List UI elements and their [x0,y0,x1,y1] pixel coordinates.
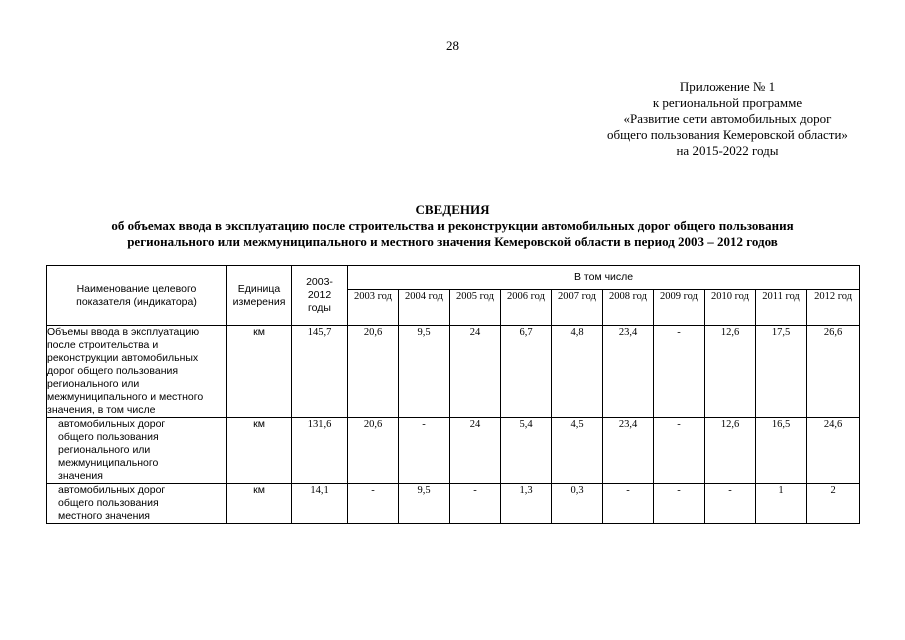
header-year: 2003 год [348,290,399,326]
value-cell: 6,7 [501,326,552,418]
data-table [46,265,860,524]
value-cell: 9,5 [399,484,450,524]
header-total: 2003-2012 годы [292,266,348,326]
value-cell: 26,6 [807,326,860,418]
total-cell: 131,6 [292,418,348,484]
appendix-line: Приложение № 1 [679,79,776,94]
value-cell: 24 [450,418,501,484]
value-cell: - [654,326,705,418]
total-cell: 14,1 [292,484,348,524]
appendix-note [560,79,895,159]
value-cell: 0,3 [552,484,603,524]
value-cell: - [654,418,705,484]
value-cell: 5,4 [501,418,552,484]
indicator-cell: Объемы ввода в эксплуатацию после строительства и реконструкции автомобильных дорог общего пользования регионального или межмуниципального и местного значения, в том числе [47,326,227,418]
value-cell: - [603,484,654,524]
value-cell: 2 [807,484,860,524]
value-cell: 12,6 [705,326,756,418]
value-cell: 17,5 [756,326,807,418]
header-year: 2010 год [705,290,756,326]
header-year: 2009 год [654,290,705,326]
value-cell: 9,5 [399,326,450,418]
header-year: 2005 год [450,290,501,326]
indicator-cell: автомобильных дорог общего пользования местного значения [47,484,227,524]
value-cell: 16,5 [756,418,807,484]
unit-cell: км [227,326,292,418]
value-cell: - [348,484,399,524]
value-cell: 23,4 [603,326,654,418]
header-year: 2004 год [399,290,450,326]
header-indicator: Наименование целевого показателя (индикатора) [47,266,227,326]
header-year: 2008 год [603,290,654,326]
value-cell: 4,8 [552,326,603,418]
value-cell: 12,6 [705,418,756,484]
value-cell: 24,6 [807,418,860,484]
header-including: В том числе [348,266,860,290]
value-cell: 1,3 [501,484,552,524]
value-cell: 20,6 [348,326,399,418]
table-header-row [47,266,860,290]
appendix-line: «Развитие сети автомобильных дорог [623,111,832,126]
title-heading: СВЕДЕНИЯ [415,202,490,217]
value-cell: - [399,418,450,484]
value-cell: 23,4 [603,418,654,484]
table-row [47,326,860,418]
header-year: 2006 год [501,290,552,326]
title-line: регионального или межмуниципального и местного значения Кемеровской области в период 2003 – 2012 годов [127,234,778,249]
value-cell: 24 [450,326,501,418]
table-row [47,484,860,524]
header-unit: Единица измерения [227,266,292,326]
unit-cell: км [227,484,292,524]
document-title [40,202,865,250]
appendix-line: на 2015-2022 годы [676,143,779,158]
value-cell: 4,5 [552,418,603,484]
header-year: 2012 год [807,290,860,326]
value-cell: - [705,484,756,524]
unit-cell: км [227,418,292,484]
table-row [47,418,860,484]
value-cell: - [450,484,501,524]
indicator-cell: автомобильных дорог общего пользования регионального или межмуниципального значения [47,418,227,484]
value-cell: 20,6 [348,418,399,484]
title-line: об объемах ввода в эксплуатацию после строительства и реконструкции автомобильных дорог общего пользования [111,218,794,233]
page-number: 28 [446,38,459,53]
header-year: 2007 год [552,290,603,326]
value-cell: - [654,484,705,524]
total-cell: 145,7 [292,326,348,418]
header-year: 2011 год [756,290,807,326]
appendix-line: общего пользования Кемеровской области» [607,127,848,142]
appendix-line: к региональной программе [652,95,803,110]
value-cell: 1 [756,484,807,524]
